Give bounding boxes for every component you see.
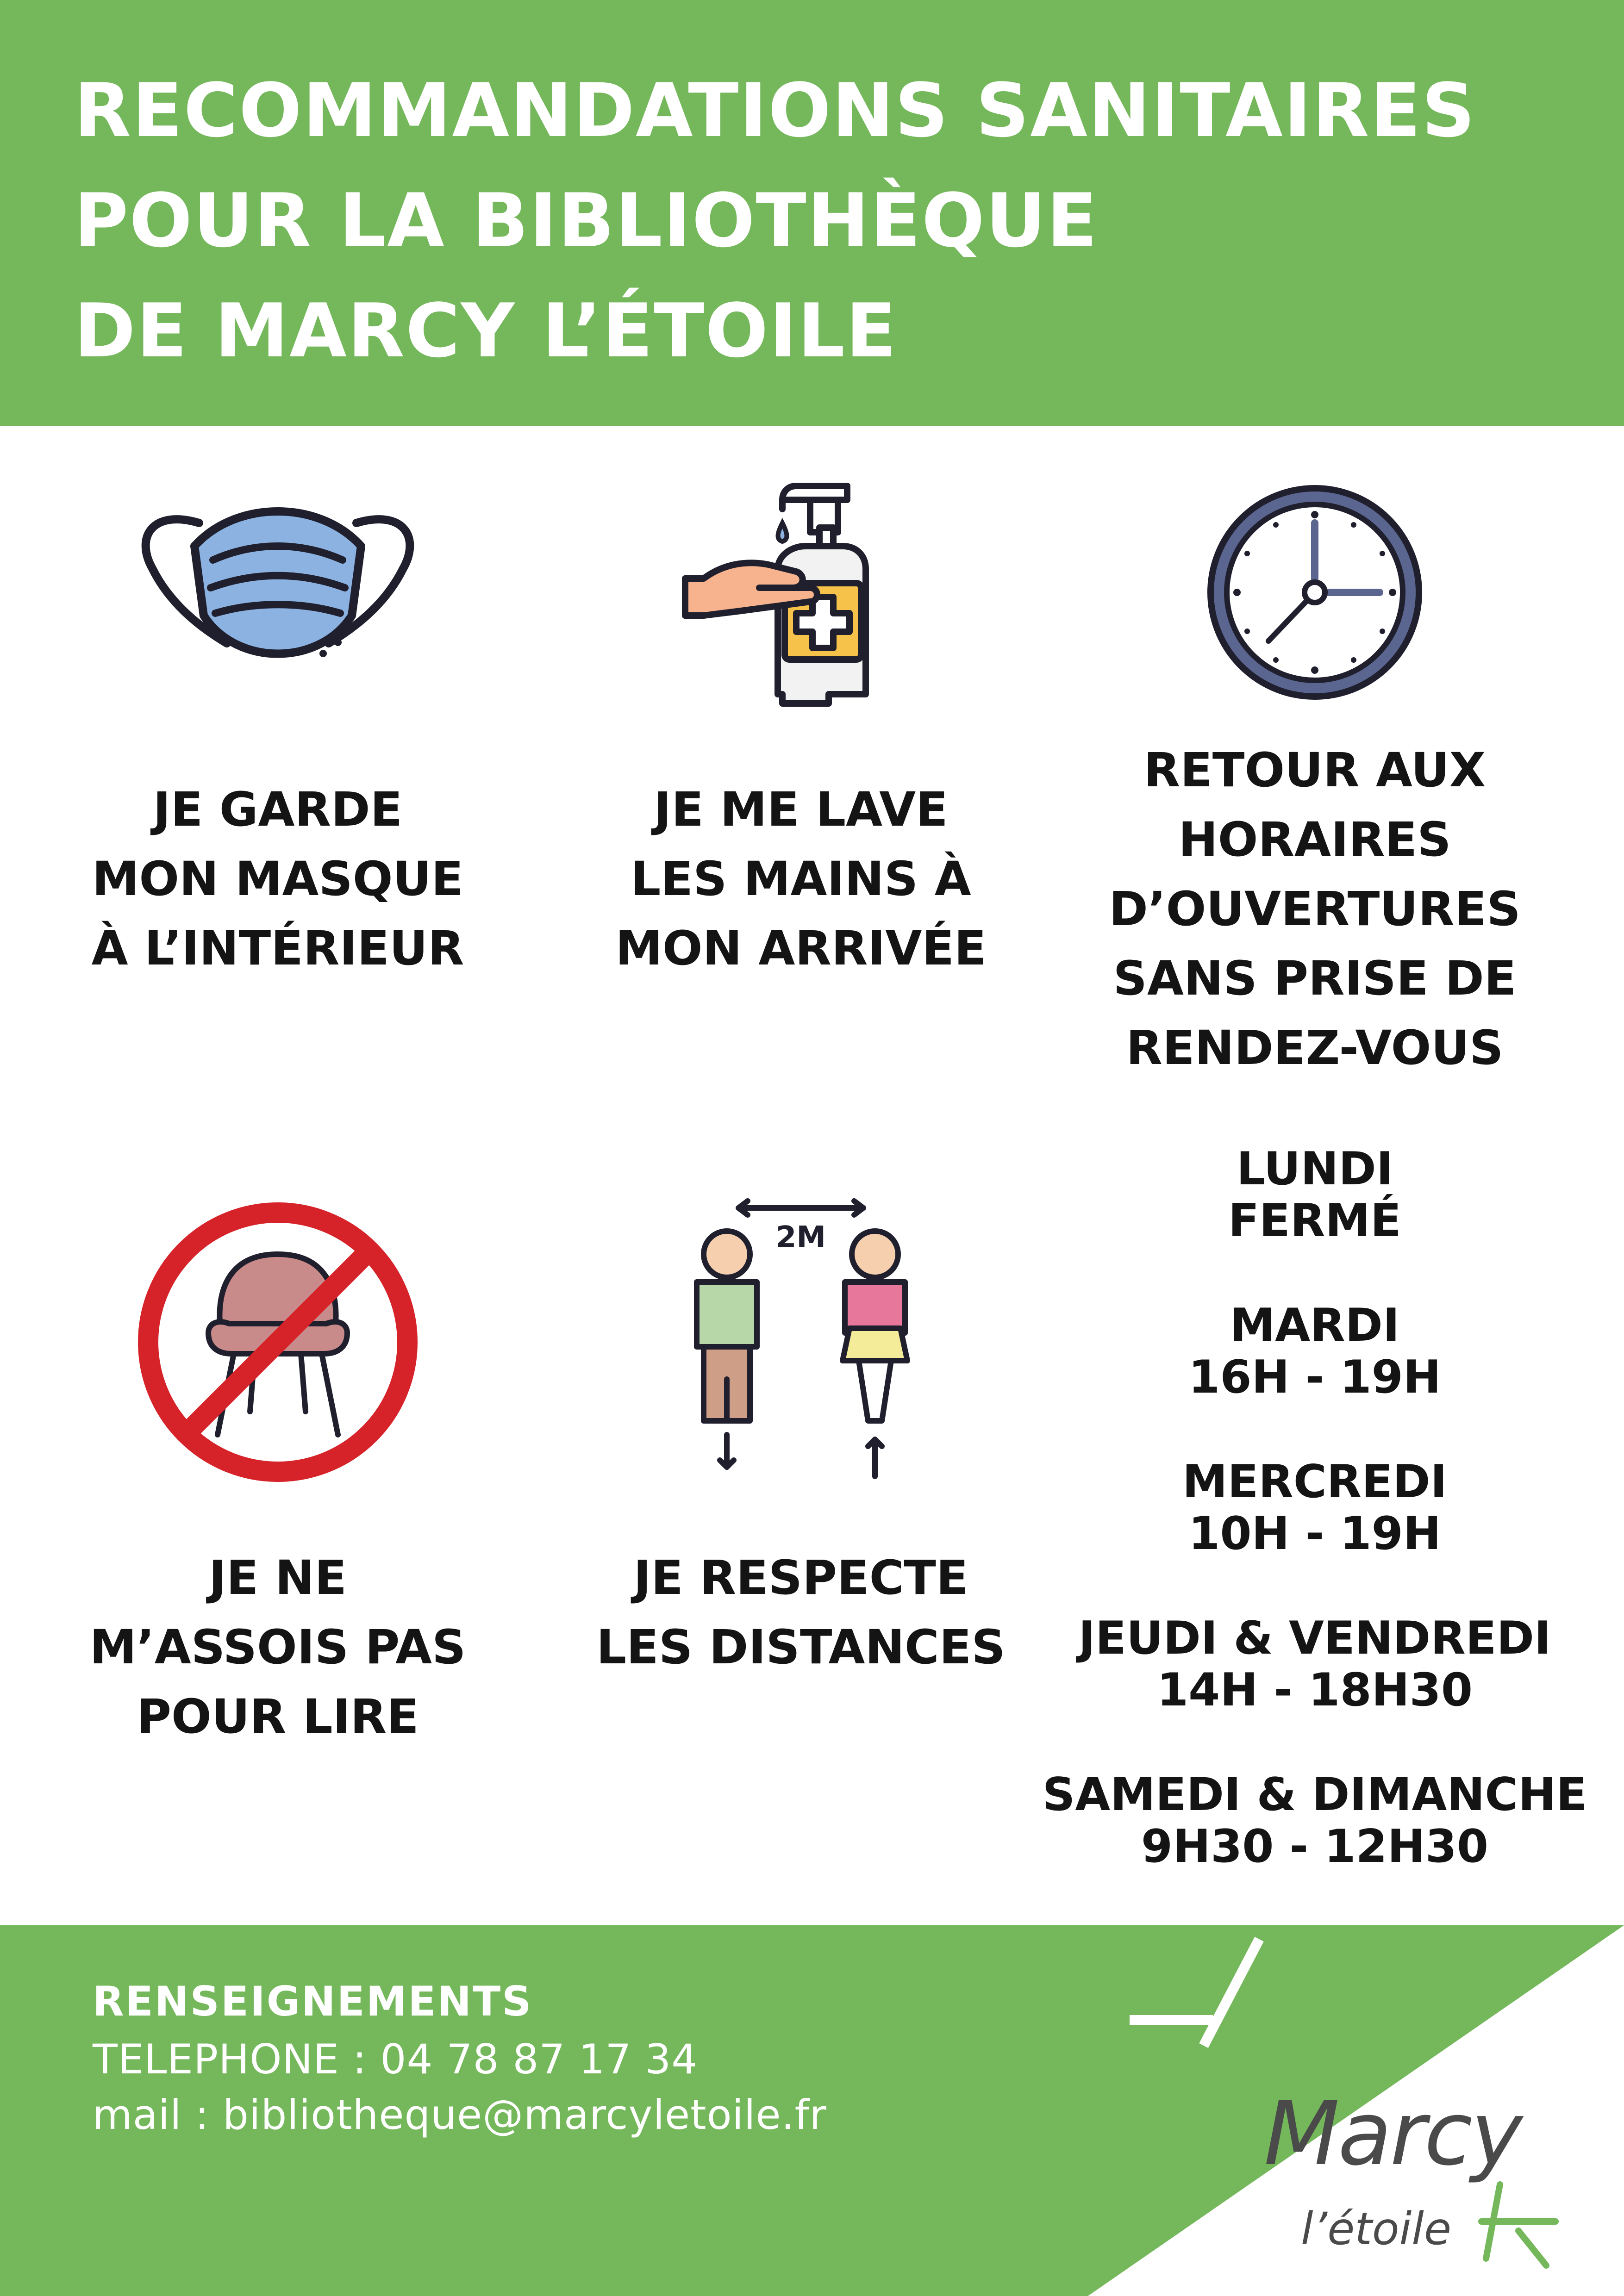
page-title	[74, 56, 1476, 386]
handwash-line-1: JE ME LAVE	[654, 782, 948, 837]
clock-icon	[1204, 481, 1426, 703]
no-sitting-recommendation	[69, 1543, 486, 1752]
opening-hours-notice	[1042, 736, 1588, 1083]
hours-day: MARDI	[1230, 1299, 1400, 1352]
hand-sanitizer-icon	[681, 472, 931, 708]
hours-time: 10H - 19H	[1188, 1507, 1441, 1560]
no-sitting-icon	[130, 1194, 426, 1490]
contact-phone: TELEPHONE : 04 78 87 17 34	[93, 2035, 698, 2083]
distance-line-2: LES DISTANCES	[596, 1620, 1006, 1675]
logo-name: Marcy	[1264, 2083, 1521, 2185]
hours-day: SAMEDI & DIMANCHE	[1042, 1768, 1587, 1821]
social-distance-icon	[671, 1194, 931, 1490]
notice-line-3: D’OUVERTURES	[1109, 882, 1521, 937]
distance-recommendation	[588, 1543, 1014, 1682]
hours-time: 9H30 - 12H30	[1141, 1820, 1489, 1873]
title-line-3: DE MARCY L’ÉTOILE	[74, 287, 898, 374]
hours-thursday-friday	[1042, 1612, 1588, 1716]
mask-line-2: MON MASQUE	[92, 852, 464, 907]
no-sitting-line-1: JE NE	[208, 1550, 347, 1605]
contact-heading: RENSEIGNEMENTS	[93, 1978, 533, 2025]
marcy-logo	[1264, 2083, 1588, 2277]
hours-time: 14H - 18H30	[1156, 1664, 1473, 1717]
mask-line-1: JE GARDE	[153, 782, 403, 837]
notice-line-4: SANS PRISE DE	[1113, 951, 1517, 1006]
handwash-line-2: LES MAINS À	[631, 852, 971, 907]
hours-monday	[1042, 1143, 1588, 1247]
logo-subtitle: l’étoile	[1301, 2203, 1452, 2255]
no-sitting-line-2: M’ASSOIS PAS	[89, 1620, 466, 1675]
header-banner	[0, 0, 1624, 426]
distance-label: 2M	[775, 1220, 826, 1255]
hours-weekend	[1042, 1769, 1588, 1873]
title-line-2: POUR LA BIBLIOTHÈQUE	[74, 177, 1099, 264]
face-mask-icon	[134, 491, 421, 690]
notice-line-1: RETOUR AUX	[1143, 743, 1486, 798]
footer	[0, 1925, 1624, 2296]
notice-line-2: HORAIRES	[1178, 812, 1451, 867]
hours-time: FERMÉ	[1228, 1195, 1401, 1247]
mask-line-3: À L’INTÉRIEUR	[91, 921, 464, 976]
contact-info	[93, 1972, 827, 2143]
hours-day: MERCREDI	[1182, 1456, 1448, 1508]
mask-recommendation	[69, 775, 486, 983]
handwash-line-3: MON ARRIVÉE	[615, 921, 987, 976]
notice-line-5: RENDEZ-VOUS	[1126, 1020, 1504, 1076]
hours-time: 16H - 19H	[1188, 1351, 1441, 1404]
no-sitting-line-3: POUR LIRE	[137, 1689, 419, 1744]
logo-star-icon	[1472, 2180, 1565, 2272]
hours-day: JEUDI & VENDREDI	[1078, 1612, 1551, 1665]
hours-day: LUNDI	[1236, 1143, 1393, 1195]
distance-line-1: JE RESPECTE	[633, 1550, 968, 1605]
hours-wednesday	[1042, 1456, 1588, 1560]
contact-email[interactable]: mail : bibliotheque@marcyletoile.fr	[93, 2091, 827, 2139]
handwash-recommendation	[588, 775, 1014, 983]
hours-tuesday	[1042, 1300, 1588, 1403]
title-line-1: RECOMMANDATIONS SANITAIRES	[74, 67, 1476, 154]
